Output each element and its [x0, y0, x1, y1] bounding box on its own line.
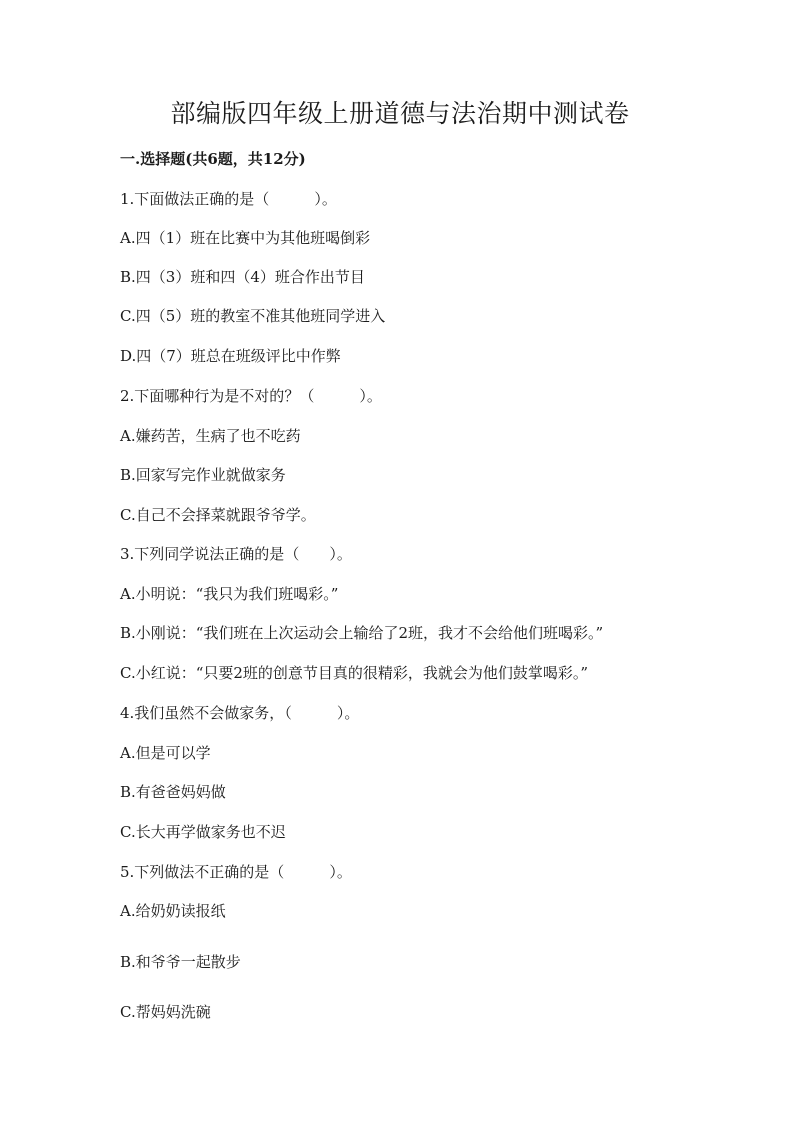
- option: A.四（1）班在比赛中为其他班喝倒彩: [120, 229, 371, 247]
- option: B.小刚说：“我们班在上次运动会上输给了2班，我才不会给他们班喝彩。”: [120, 624, 604, 642]
- option: C.小红说：“只要2班的创意节目真的很精彩，我就会为他们鼓掌喝彩。”: [120, 664, 589, 682]
- option: B.回家写完作业就做家务: [120, 466, 286, 484]
- question-stem: 3.下列同学说法正确的是（ ）。: [120, 545, 352, 563]
- option: C.自己不会择菜就跟爷爷学。: [120, 506, 316, 524]
- question-stem: 4.我们虽然不会做家务，（ ）。: [120, 704, 360, 722]
- page-title: 部编版四年级上册道德与法治期中测试卷: [170, 99, 630, 128]
- option: C.长大再学做家务也不迟: [120, 823, 286, 841]
- section-heading: 一.选择题(共6题，共12分): [120, 150, 306, 168]
- question-stem: 2.下面哪种行为是不对的？（ ）。: [120, 387, 382, 405]
- option: C.四（5）班的教室不准其他班同学进入: [120, 307, 386, 325]
- option: D.四（7）班总在班级评比中作弊: [120, 347, 341, 365]
- option: B.有爸爸妈妈做: [120, 783, 226, 801]
- option: C.帮妈妈洗碗: [120, 1003, 211, 1021]
- option: A.嫌药苦，生病了也不吃药: [120, 427, 301, 445]
- question-stem: 1.下面做法正确的是（ ）。: [120, 190, 337, 208]
- option: B.和爷爷一起散步: [120, 953, 241, 971]
- option: A.但是可以学: [120, 744, 211, 762]
- question-stem: 5.下列做法不正确的是（ ）。: [120, 863, 352, 881]
- option: A.小明说：“我只为我们班喝彩。”: [120, 585, 339, 603]
- option: A.给奶奶读报纸: [120, 902, 226, 920]
- option: B.四（3）班和四（4）班合作出节目: [120, 268, 365, 286]
